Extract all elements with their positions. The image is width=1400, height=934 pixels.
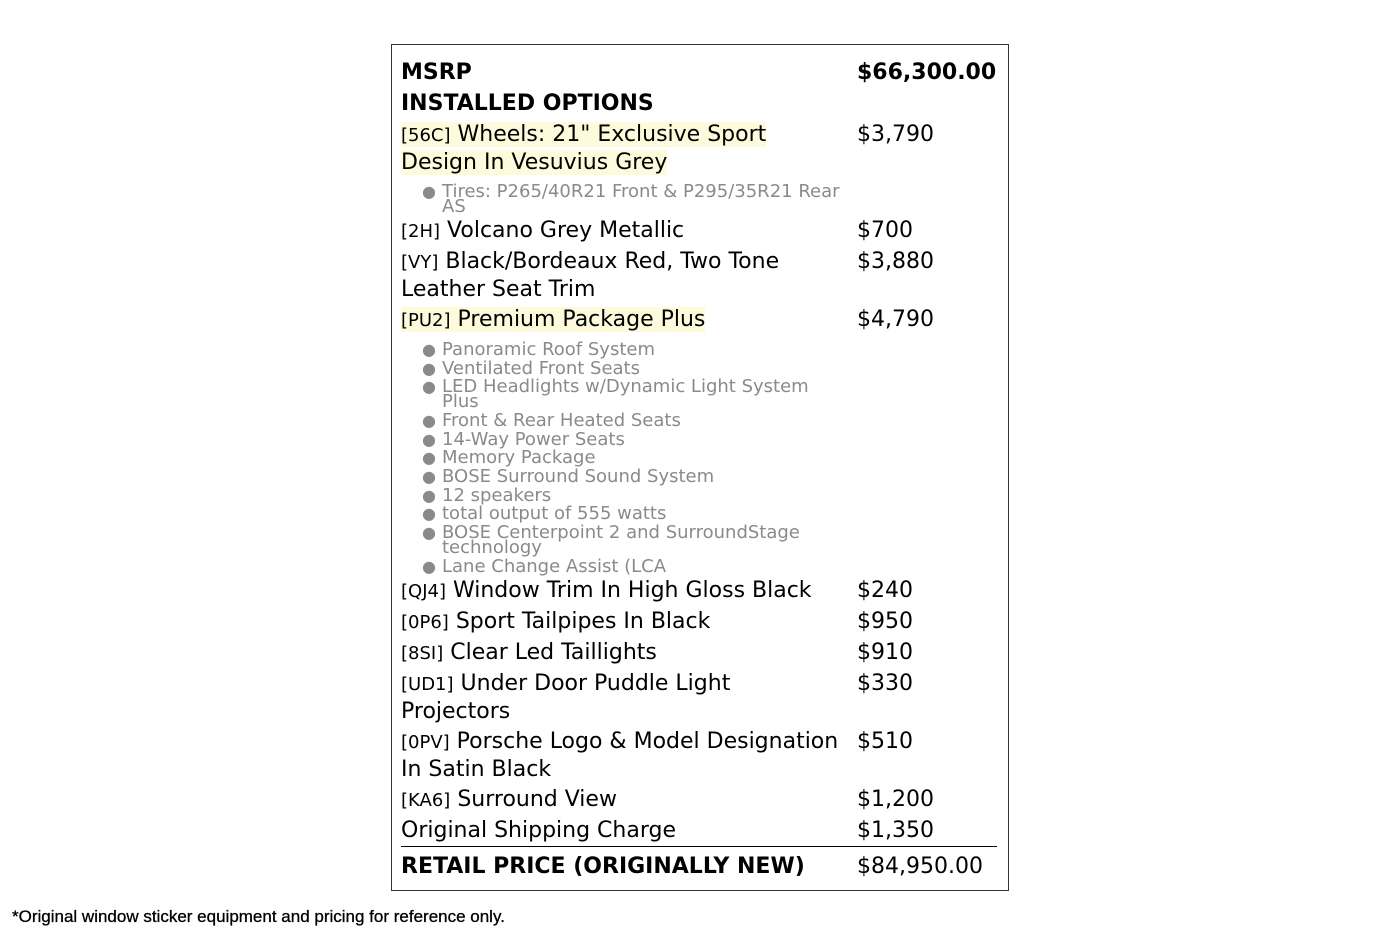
option-name: Black/Bordeaux Red, Two Tone [445,249,780,274]
bullet-icon: ● [422,340,436,359]
bullet-icon: ● [422,448,436,467]
option-label [401,248,853,303]
total-divider [401,846,997,847]
option-name: Sport Tailpipes In Black [455,609,711,634]
option-label [401,217,853,245]
option-price: $3,790 [857,122,934,147]
feature-item: ● BOSE Surround Sound System [422,466,715,487]
bullet-icon: ● [422,486,436,505]
option-name: Wheels: 21" Exclusive Sport [457,122,767,147]
bullet-icon: ● [422,182,436,201]
option-price: $330 [857,671,913,696]
option-code: [KA6] [401,790,451,811]
feature-item: ● Ventilated Front Seats [422,358,640,379]
option-code: [UD1] [401,674,454,695]
option-price: $240 [857,578,913,603]
option-name-line2: In Satin Black [401,757,552,782]
option-name: Under Door Puddle Light [460,671,731,696]
option-price: $510 [857,729,913,754]
option-code: [0P6] [401,612,449,633]
feature-item: ● 14-Way Power Seats [422,429,625,450]
option-label [401,121,853,176]
option-name-line2: Projectors [401,699,511,724]
option-price: $1,200 [857,787,934,812]
bullet-icon: ● [422,467,436,486]
feature-item: ● Memory Package [422,447,596,468]
feature-item: ● Panoramic Roof System [422,339,655,360]
feature-item: ● Tires: P265/40R21 Front & P295/35R21 Rear AS [422,181,840,217]
option-code: [8SI] [401,643,444,664]
msrp-label: MSRP [401,60,472,85]
shipping-label: Original Shipping Charge [401,818,676,843]
bullet-icon: ● [422,504,436,523]
installed-options-heading: INSTALLED OPTIONS [401,91,654,116]
option-label [401,670,853,725]
bullet-icon: ● [422,377,436,396]
shipping-price: $1,350 [857,818,934,843]
option-price: $700 [857,218,913,243]
retail-price-label: RETAIL PRICE (ORIGINALLY NEW) [401,854,805,879]
option-name: Premium Package Plus [457,307,706,332]
option-code: [QJ4] [401,581,446,602]
option-name-line2: Leather Seat Trim [401,277,596,302]
option-name: Window Trim In High Gloss Black [452,578,812,603]
option-name: Clear Led Taillights [450,640,657,665]
option-code: [2H] [401,221,441,242]
option-code: [PU2] [401,310,451,331]
window-sticker [391,44,1009,891]
option-name: Volcano Grey Metallic [447,218,685,243]
option-label [401,786,853,814]
option-label [401,306,853,334]
option-name-line2: Design In Vesuvius Grey [401,150,668,175]
reference-footnote: *Original window sticker equipment and pricing for reference only. [12,907,505,926]
option-price: $3,880 [857,249,934,274]
option-label [401,728,853,783]
option-price: $910 [857,640,913,665]
option-label [401,577,853,605]
option-code: [0PV] [401,732,450,753]
feature-item: ● Lane Change Assist (LCA [422,556,667,577]
bullet-icon: ● [422,411,436,430]
option-label [401,608,853,636]
bullet-icon: ● [422,359,436,378]
feature-item: ● total output of 555 watts [422,503,667,524]
bullet-icon: ● [422,557,436,576]
option-price: $4,790 [857,307,934,332]
bullet-icon: ● [422,430,436,449]
option-code: [VY] [401,252,439,273]
msrp-price: $66,300.00 [857,60,997,85]
feature-item: ● Front & Rear Heated Seats [422,410,681,431]
bullet-icon: ● [422,523,436,542]
option-price: $950 [857,609,913,634]
feature-item: ● BOSE Centerpoint 2 and SurroundStage technology [422,522,800,558]
retail-price-value: $84,950.00 [857,854,983,879]
feature-item: ● 12 speakers [422,485,552,506]
option-name: Surround View [457,787,617,812]
option-label [401,639,853,667]
option-code: [56C] [401,125,451,146]
feature-item: ● LED Headlights w/Dynamic Light System Plus [422,376,809,412]
option-name: Porsche Logo & Model Designation [456,729,839,754]
